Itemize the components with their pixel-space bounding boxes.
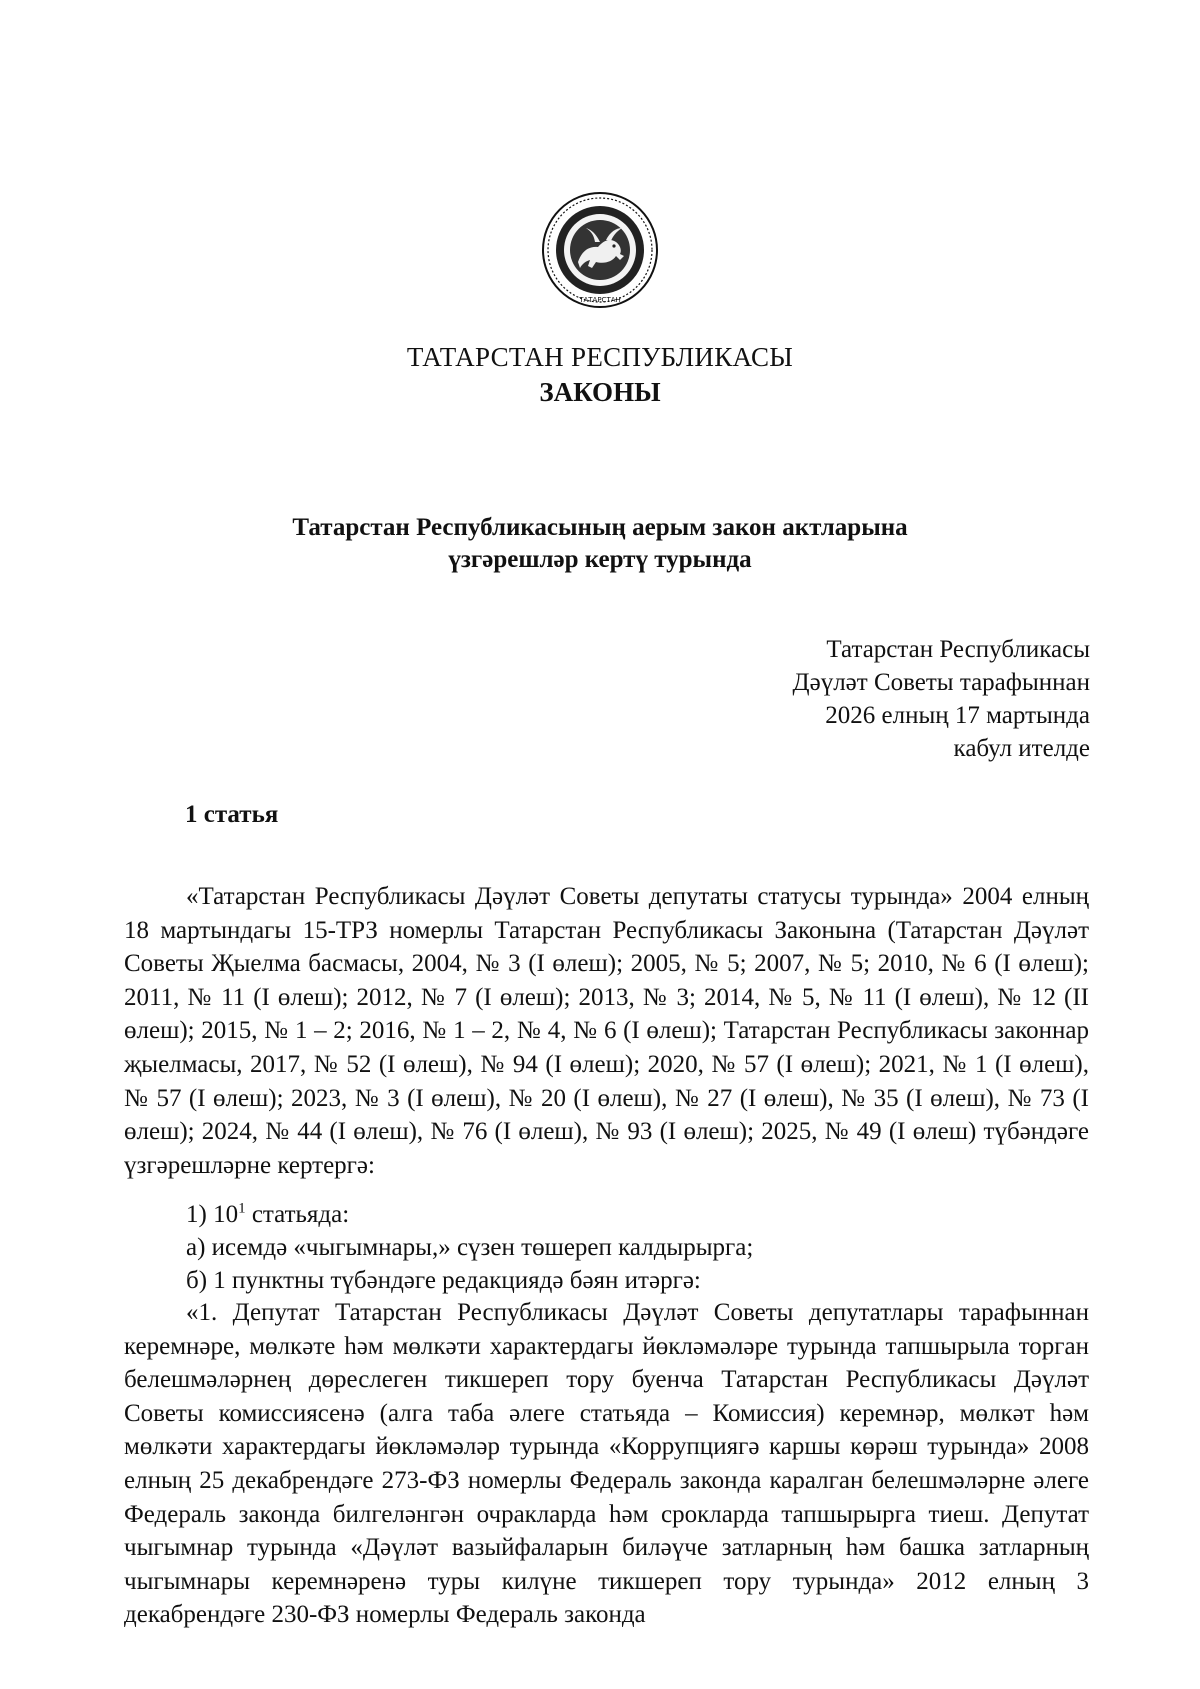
- item-1: [186, 1198, 349, 1231]
- quoted-paragraph: «1. Депутат Татарстан Республикасы Дәүләт Советы депутатлары тарафыннан керемнәре, мөлкәте һәм мөлкәти характердагы йөкләмәләре турында тапшырыла торган белешмәләрнең дөреслеген тикшереп тору буенча Татарстан Республикасы Дәүләт Советы комиссиясенә (алга таба әлеге статьяда – Комиссия) керемнәр, мөлкәт һәм мөлкәти характердагы йөкләмәләр турында «Коррупциягә каршы көрәш турында» 2008 елның 25 декабрендәге 273-ФЗ номерлы Федераль законда каралган белешмәләрне әлеге Федераль законда билгеләнгән очракларда һәм срокларда тапшырырга тиеш. Депутат чыгымнар турында «Дәүләт вазыйфаларын биләүче затларның һәм башка затларның чыгымнары керемнәренә туры килүне тикшереп тору турында» 2012 елның 3 декабрендәге 230-ФЗ номерлы Федераль законда: [124, 1299, 1089, 1629]
- adoption-block: [793, 633, 1090, 765]
- item-b: б) 1 пунктны түбәндәге редакциядә бәян итәргә:: [186, 1267, 701, 1294]
- item-1-superscript: 1: [238, 1200, 246, 1217]
- adoption-line-1: Татарстан Республикасы: [826, 636, 1090, 663]
- law-title-line-1: Татарстан Республикасының аерым закон актларына: [292, 514, 908, 541]
- law-title-line-2: үзгәрешләр кертү турында: [448, 546, 752, 573]
- law-heading: ЗАКОНЫ: [539, 377, 661, 407]
- article-heading: 1 статья: [185, 801, 279, 828]
- adoption-line-4: кабул ителде: [953, 735, 1090, 762]
- republic-name: ТАТАРСТАН РЕСПУБЛИКАСЫ: [406, 342, 794, 372]
- item-1-prefix: 1) 10: [186, 1201, 239, 1228]
- item-a: а) исемдә «чыгымнары,» сүзен төшереп калдырырга;: [186, 1234, 754, 1261]
- emblem-text: ТАТАРСТАН: [579, 296, 621, 304]
- tatarstan-coat-of-arms-icon: [540, 190, 660, 310]
- article-intro-paragraph: «Татарстан Республикасы Дәүләт Советы депутаты статусы турында» 2004 елның 18 мартындагы 15-ТРЗ номерлы Татарстан Республикасы Законына (Татарстан Дәүләт Советы Җыелма басмасы, 2004, № 3 (I өлеш); 2005, № 5; 2007, № 5; 2010, № 6 (I өлеш); 2011, № 11 (I өлеш); 2012, № 7 (I өлеш); 2013, № 3; 2014, № 5, № 11 (I өлеш), № 12 (II өлеш); 2015, № 1 – 2; 2016, № 1 – 2, № 4, № 6 (I өлеш); Татарстан Республикасы законнар җыелмасы, 2017, № 52 (I өлеш), № 94 (I өлеш); 2020, № 57 (I өлеш); 2021, № 1 (I өлеш), № 57 (I өлеш); 2023, № 3 (I өлеш), № 20 (I өлеш), № 27 (I өлеш), № 35 (I өлеш), № 73 (I өлеш); 2024, № 44 (I өлеш), № 76 (I өлеш), № 93 (I өлеш); 2025, № 49 (I өлеш) түбәндәге үзгәрешләрне кертергә:: [124, 883, 1089, 1179]
- adoption-line-2: Дәүләт Советы тарафыннан: [792, 669, 1090, 696]
- adoption-line-3: 2026 елның 17 мартында: [825, 702, 1090, 729]
- item-1-suffix: статьяда:: [245, 1201, 350, 1228]
